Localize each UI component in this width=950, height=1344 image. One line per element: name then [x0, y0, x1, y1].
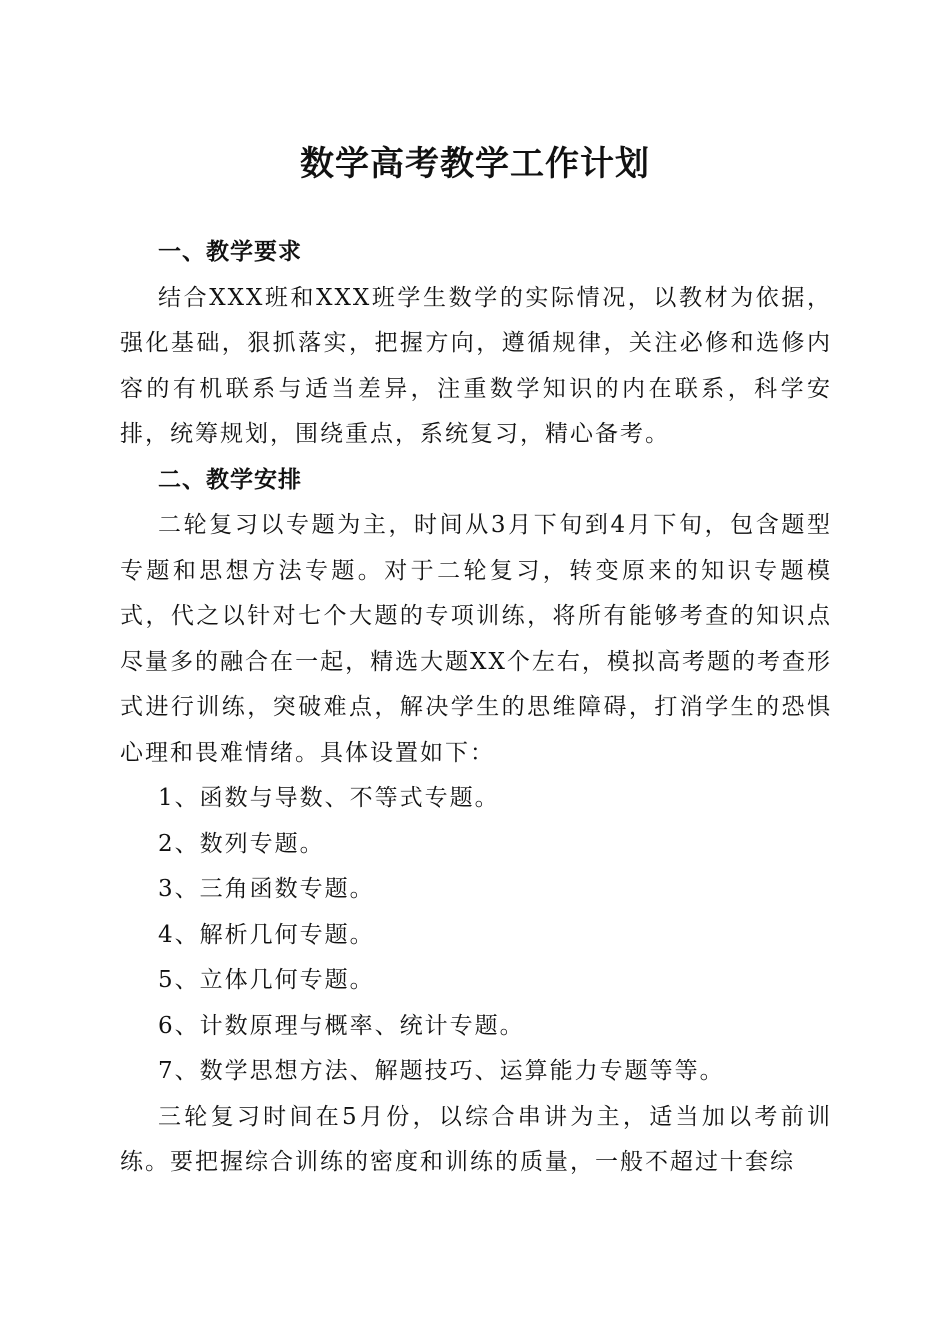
- list-item: 2、数列专题。: [158, 830, 325, 857]
- list-item: 3、三角函数专题。: [158, 876, 375, 902]
- requirements-paragraph: 结合XXX班和XXX班学生数学的实际情况，以教材为依据，强化基础，狠抓落实，把握方向，遵循规律，关注必修和选修内容的有机联系与适当差异，注重数学知识的内在联系，科学安排，统筹规划，围绕重点，系统复习，精心备考。: [120, 284, 832, 447]
- list-item: 7、数学思想方法、解题技巧、运算能力专题等等。: [158, 1058, 725, 1084]
- list-item: 5、立体几何专题。: [158, 967, 375, 993]
- third-round-paragraph: 三轮复习时间在5月份，以综合串讲为主，适当加以考前训练。要把握综合训练的密度和训练的质量，一般不超过十套综: [120, 1103, 832, 1175]
- document-body: [120, 230, 832, 1186]
- document-title: 数学高考教学工作计划: [300, 144, 650, 184]
- arrangement-paragraph: 二轮复习以专题为主，时间从3月下旬到4月下旬，包含题型专题和思想方法专题。对于二轮复习，转变原来的知识专题模式，代之以针对七个大题的专项训练，将所有能够考查的知识点尽量多的融合在一起，精选大题XX个左右，模拟高考题的考查形式进行训练，突破难点，解决学生的思维障碍，打消学生的恐惧心理和畏难情绪。具体设置如下：: [120, 512, 832, 766]
- list-item: 4、解析几何专题。: [158, 921, 375, 948]
- section-heading-requirements: 一、教学要求: [158, 239, 302, 265]
- section-heading-arrangement: 二、教学安排: [158, 466, 302, 493]
- list-item: 1、函数与导数、不等式专题。: [158, 785, 500, 811]
- list-item: 6、计数原理与概率、统计专题。: [158, 1012, 525, 1039]
